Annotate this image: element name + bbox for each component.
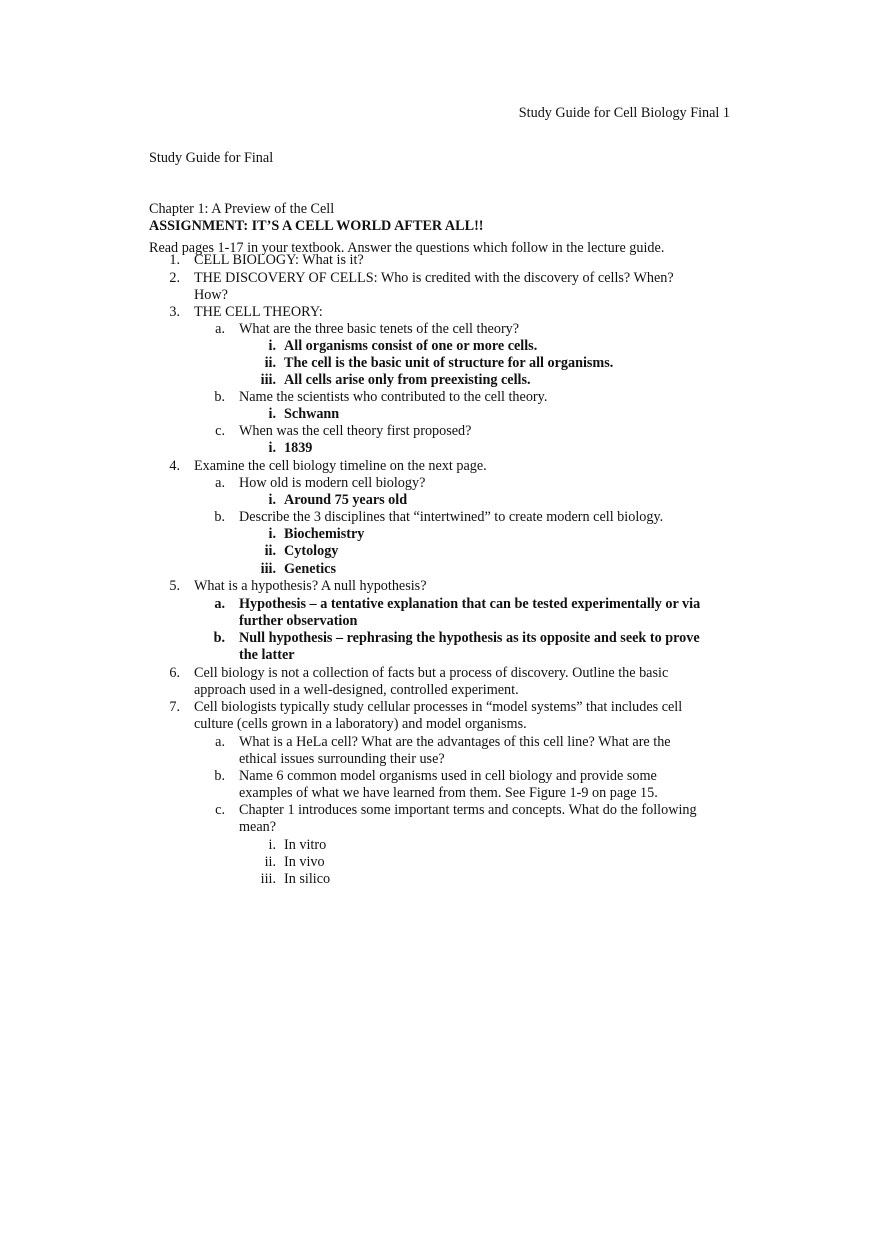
sub-answer: Hypothesis – a tentative explanation that can be tested experimentally or via [239,596,701,612]
sub-question: Name 6 common model organisms used in cell biology and provide some [239,768,657,784]
sub-number: a. [215,475,225,491]
item-text: Cell biologists typically study cellular processes in “model systems” that includes cell [194,699,683,715]
item-text: CELL BIOLOGY: What is it? [194,252,364,268]
sub-question: Name the scientists who contributed to the cell theory. [239,389,548,405]
sub-answer: the latter [239,647,295,663]
page-title: Study Guide for Final [149,150,274,166]
answer-number: iii. [260,871,276,887]
instructions: Read pages 1-17 in your textbook. Answer the questions which follow in the lecture guide. [149,240,665,256]
assignment-heading: ASSIGNMENT: IT’S A CELL WORLD AFTER ALL!! [149,218,484,234]
answer-number: i. [268,837,276,853]
item-text: How? [194,287,228,303]
sub-number: a. [215,734,225,750]
item-number: 3. [169,304,180,320]
running-head: Study Guide for Cell Biology Final 1 [518,105,730,121]
answer-number: iii. [260,372,276,388]
answer-text: All cells arise only from preexisting cells. [284,372,531,388]
item-number: 5. [169,578,180,594]
answer-number: iii. [260,561,276,577]
item-text: THE DISCOVERY OF CELLS: Who is credited with the discovery of cells? When? [194,270,674,286]
answer-text: Around 75 years old [284,492,408,508]
answer-number: i. [268,338,276,354]
item-number: 1. [169,252,180,268]
answer-number: i. [268,492,276,508]
answer-number: ii. [264,854,276,870]
sub-number: c. [215,423,225,439]
item-text: culture (cells grown in a laboratory) and model organisms. [194,716,527,732]
answer-number: i. [268,526,276,542]
answer-number: ii. [264,355,276,371]
item-number: 2. [169,270,180,286]
sub-number: b. [214,768,225,784]
answer-text: All organisms consist of one or more cells. [284,338,538,354]
sub-number: a. [214,596,225,612]
sub-number: b. [214,509,225,525]
sub-answer: Null hypothesis – rephrasing the hypothesis as its opposite and seek to prove [239,630,700,646]
sub-number: a. [215,321,225,337]
sub-question: Describe the 3 disciplines that “intertwined” to create modern cell biology. [239,509,664,525]
item-text: What is a hypothesis? A null hypothesis? [194,578,427,594]
chapter-title: Chapter 1: A Preview of the Cell [149,201,335,217]
sub-number: b. [213,630,225,646]
sub-question: ethical issues surrounding their use? [239,751,445,767]
term-text: In vivo [284,854,325,870]
answer-number: i. [268,440,276,456]
answer-text: 1839 [284,440,313,456]
answer-text: Schwann [284,406,340,422]
sub-number: c. [215,802,225,818]
term-text: In vitro [284,837,327,853]
sub-question: examples of what we have learned from them. See Figure 1-9 on page 15. [239,785,658,801]
sub-question: What is a HeLa cell? What are the advantages of this cell line? What are the [239,734,671,750]
sub-question: What are the three basic tenets of the cell theory? [239,321,520,337]
sub-answer: further observation [239,613,358,629]
answer-text: Cytology [284,543,339,559]
item-text: THE CELL THEORY: [194,304,323,320]
answer-number: ii. [264,543,276,559]
term-text: In silico [284,871,331,887]
answer-number: i. [268,406,276,422]
sub-question: Chapter 1 introduces some important terms and concepts. What do the following [239,802,697,818]
item-text: Examine the cell biology timeline on the next page. [194,458,487,474]
sub-question: mean? [239,819,277,835]
sub-question: When was the cell theory first proposed? [239,423,472,439]
sub-question: How old is modern cell biology? [239,475,426,491]
item-text: approach used in a well-designed, controlled experiment. [194,682,519,698]
item-number: 4. [169,458,180,474]
item-number: 6. [169,665,180,681]
answer-text: Genetics [284,561,337,577]
item-number: 7. [169,699,180,715]
answer-text: The cell is the basic unit of structure for all organisms. [284,355,614,371]
item-text: Cell biology is not a collection of facts but a process of discovery. Outline the basic [194,665,669,681]
sub-number: b. [214,389,225,405]
answer-text: Biochemistry [284,526,365,542]
